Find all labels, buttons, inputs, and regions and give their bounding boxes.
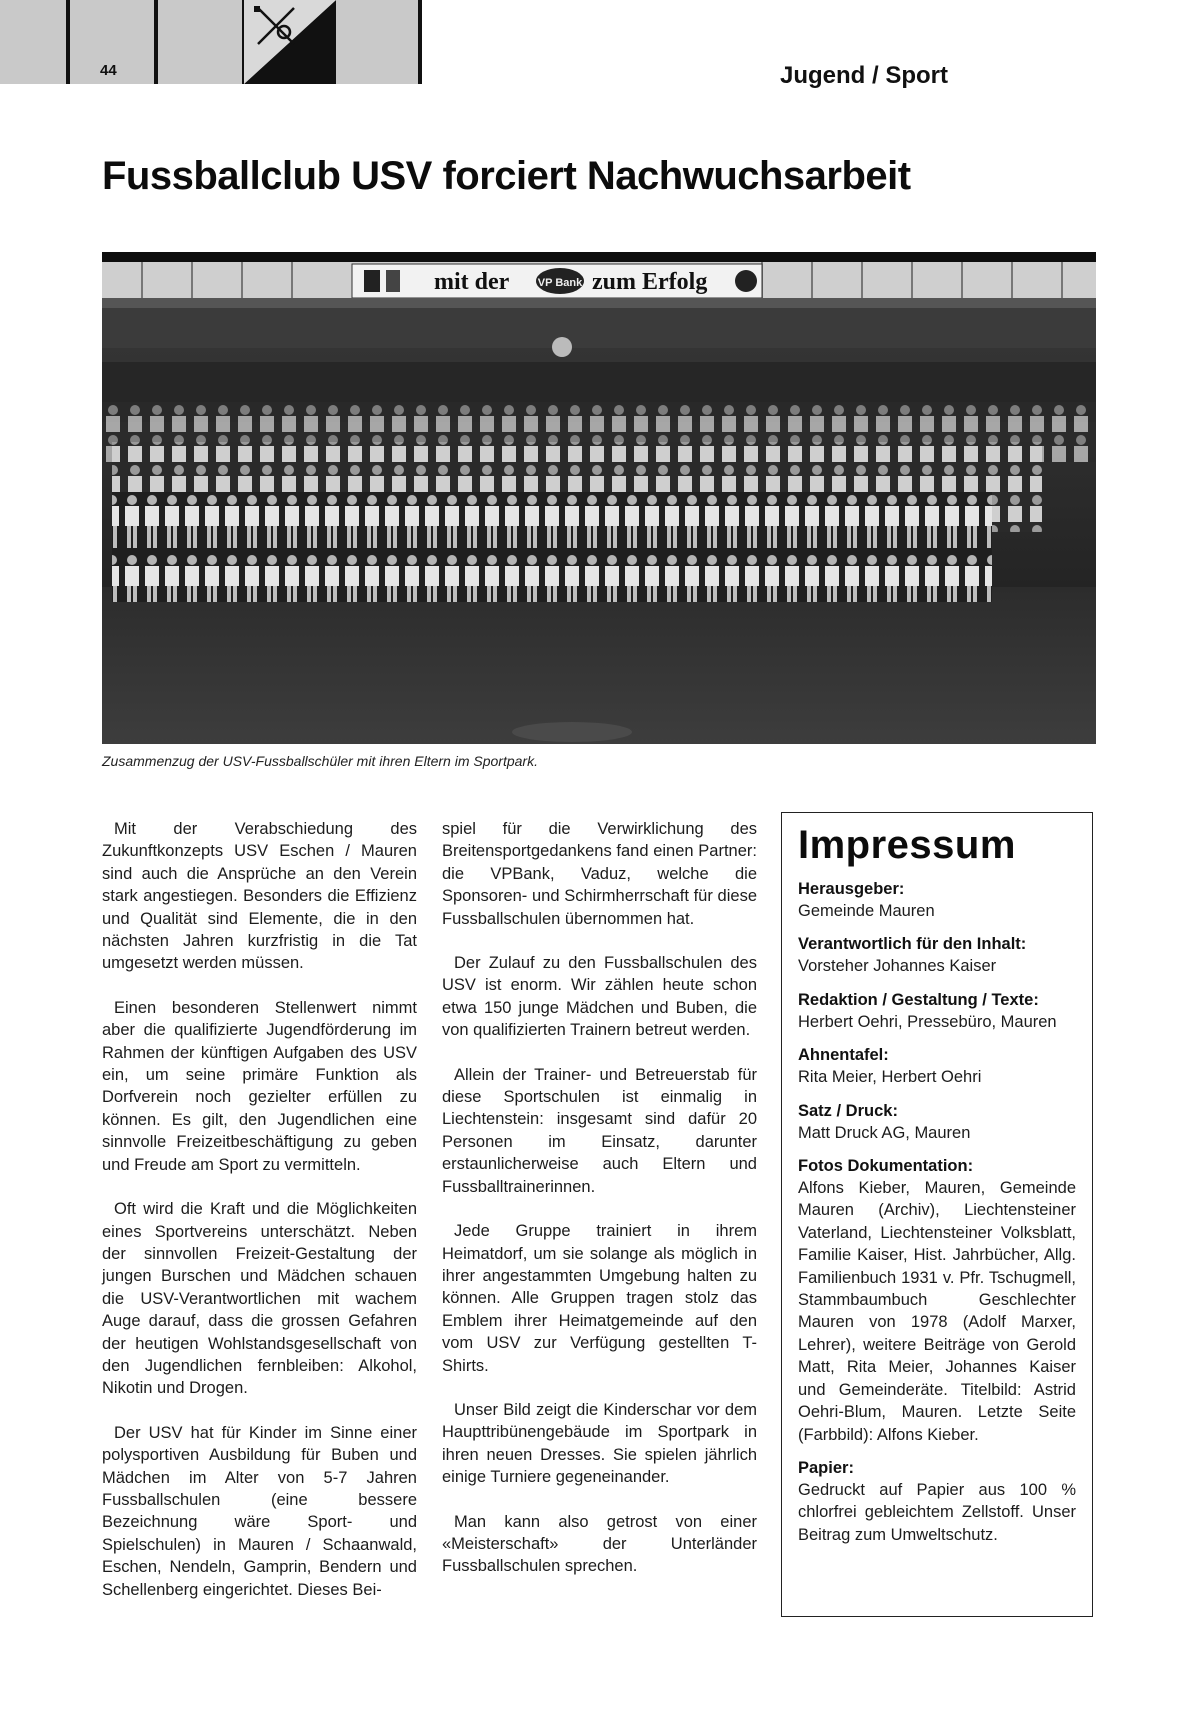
- impressum-value: Gedruckt auf Papier aus 100 % chlorfrei gebleichtem Zellstoff. Unser Beitrag zum Umweltschutz.: [798, 1480, 1076, 1544]
- impressum-title: Impressum: [798, 823, 1016, 867]
- impressum-entry: [798, 1100, 1076, 1144]
- header-tab: [158, 0, 246, 84]
- impressum-label: Herausgeber:: [798, 880, 905, 898]
- banner-logo-text: VP Bank: [537, 277, 583, 289]
- paragraph: Mit der Verabschiedung des Zukunftkonzepts USV Eschen / Mauren sind auch die Ansprüche an den Verein stark angestiegen. Besonders die Effizienz und Qualität sind Elemente, die in den nächsten Jahren kurzfristig in die Tat umgesetzt werden müssen.: [102, 820, 417, 973]
- impressum-label: Redaktion / Gestaltung / Texte:: [798, 990, 1039, 1009]
- impressum-entry: [798, 878, 1076, 922]
- section-label: Jugend / Sport: [780, 62, 948, 89]
- page-number: 44: [100, 62, 117, 79]
- paragraph: Allein der Trainer- und Betreuerstab für diese Sportschulen ist einmalig in Liechtenstein: insgesamt sind dafür 20 Personen im Einsatz, darunter erstaunlicherweise auch Eltern und Fussballtrainerinnen.: [442, 1065, 757, 1196]
- impressum-box: [781, 812, 1093, 1617]
- photo-caption: Zusammenzug der USV-Fussballschüler mit ihren Eltern im Sportpark.: [102, 753, 538, 769]
- banner-text-right: zum Erfolg: [592, 269, 708, 295]
- paragraph: Jede Gruppe trainiert in ihrem Heimatdorf, um sie solange als möglich in ihrer angestammten Umgebung halten zu können. Alle Gruppen tragen stolz das Emblem ihrer Heimatgemeinde auf den vom USV zur Verfügung gestellten T-Shirts.: [442, 1222, 757, 1375]
- banner-text-left: mit der: [434, 269, 510, 295]
- header-tab: [0, 0, 70, 84]
- impressum-label: Fotos Dokumentation:: [798, 1157, 974, 1176]
- impressum-value: Alfons Kieber, Mauren, Gemeinde Mauren (Archiv), Liechtensteiner Vaterland, Liechtensteiner Volksblatt, Familie Kaiser, Hist. Jahrbücher, Allg. Familienbuch 1931 v. Pfr. Tschugmell, Stammbaumbuch Geschlechter Mauren von 1978 (Adolf Marxer, Lehrer), weitere Beiträge von Gerold Matt, Rita Meier, Johannes Kaiser und Gemeinderäte. Titelbild: Astrid Oehri-Blum, Mauren. Letzte Seite (Farbbild): Alfons Kieber.: [798, 1179, 1076, 1444]
- impressum-label: Verantwortlich für den Inhalt:: [798, 935, 1027, 954]
- club-badge-icon: [735, 270, 757, 292]
- impressum-entry: [798, 1457, 1076, 1546]
- paragraph: Der USV hat für Kinder im Sinne einer polysportiven Ausbildung für Buben und Mädchen im Alter von 5-7 Jahren Fussballschulen (eine bessere Bezeichnung wäre Sport- und Spielschulen) in Mauren / Schaanwald, Eschen, Nendeln, Gamprin, Bendern und Schellenberg eingerichtet. Dieses Bei-: [102, 1423, 417, 1599]
- paragraph: Einen besonderen Stellenwert nimmt aber die qualifizierte Jugendförderung im Rahmen der künftigen Aufgaben des USV ein, um seine primäre Funktion als Dorfverein noch gezielter erfüllen zu können. Es gilt, den Jugendlichen eine sinnvolle Freizeitbeschäftigung zu geben und Freude am Sport zu vermitteln.: [102, 998, 417, 1174]
- shield-icon: [364, 270, 380, 292]
- stadium-clock-icon: [552, 337, 572, 357]
- team-photo: [102, 252, 1096, 744]
- article-title: Fussballclub USV forciert Nachwuchsarbeit: [102, 154, 911, 198]
- coat-of-arms-icon: [244, 0, 340, 84]
- article-column-2: [442, 818, 757, 1600]
- paragraph: spiel für die Verwirklichung des Breitensportgedankens fand einen Partner: die VPBank, Vaduz, welche die Sponsoren- und Schirmherrschaft für diese Fussballschulen übernommen hat.: [442, 820, 757, 928]
- impressum-entry: [798, 1155, 1076, 1446]
- impressum-entry: [798, 1044, 1076, 1088]
- paragraph: Der Zulauf zu den Fussballschulen des USV ist enorm. Wir zählen heute schon etwa 150 junge Mädchen und Buben, die von qualifizierten Trainern betreut werden.: [442, 954, 757, 1040]
- impressum-label: Papier:: [798, 1458, 854, 1477]
- impressum-value: Vorsteher Johannes Kaiser: [798, 957, 997, 976]
- impressum-entry: [798, 933, 1076, 977]
- paragraph: Unser Bild zeigt die Kinderschar vor dem Haupttribünengebäude im Sportpark in ihren neuen Dresses. Sie spielen jährlich einige Turniere gegeneinander.: [442, 1400, 757, 1487]
- impressum-label: Satz / Druck:: [798, 1101, 898, 1120]
- impressum-value: Rita Meier, Herbert Oehri: [798, 1068, 982, 1087]
- impressum-value: Herbert Oehri, Pressebüro, Mauren: [798, 1012, 1057, 1031]
- impressum-value: Matt Druck AG, Mauren: [798, 1123, 971, 1142]
- paragraph: Oft wird die Kraft und die Möglichkeiten eines Sportvereins unterschätzt. Neben der sinnvollen Freizeit-Gestaltung der jungen Burschen und Mädchen schauen die USV-Verantwortlichen mit wachem Auge darauf, dass die grossen Gefahren der heutigen Wohlstandsgesellschaft von den Jugendlichen fernbleiben: Alkohol, Nikotin und Drogen.: [102, 1200, 417, 1398]
- paragraph: Man kann also getrost von einer «Meisterschaft» der Unterländer Fussballschulen sprechen.: [442, 1512, 757, 1576]
- article-column-1: [102, 818, 417, 1623]
- header-strip: [0, 0, 422, 86]
- impressum-value: Gemeinde Mauren: [798, 902, 935, 920]
- header-tab: [336, 0, 422, 84]
- shield-icon: [386, 270, 400, 292]
- impressum-entry: [798, 989, 1076, 1033]
- impressum-label: Ahnentafel:: [798, 1046, 889, 1065]
